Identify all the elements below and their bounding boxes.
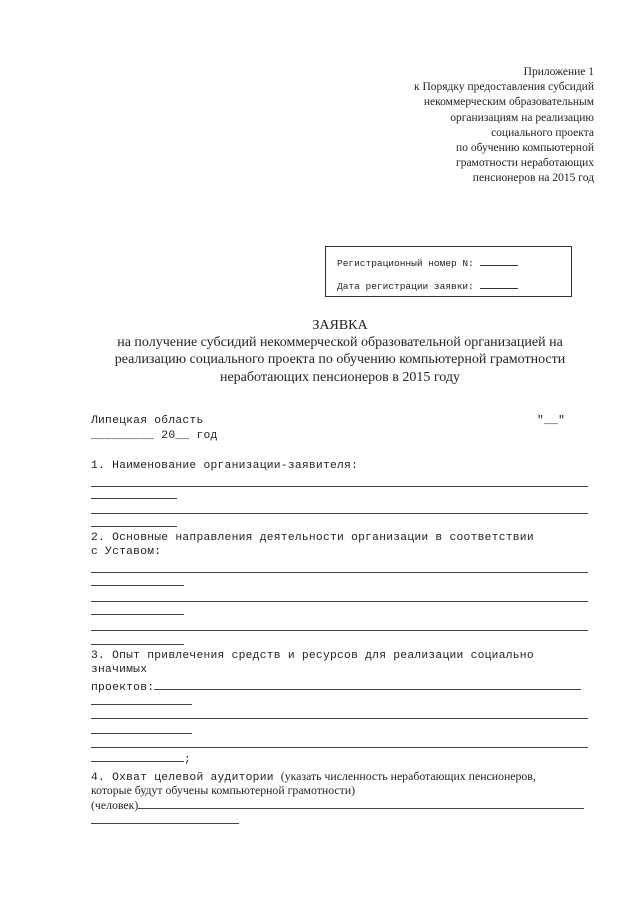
registration-date-field[interactable] <box>480 279 518 289</box>
answer-line-short[interactable] <box>91 614 184 615</box>
registration-date-row <box>337 279 518 292</box>
appendix-line: по обучению компьютерной <box>456 142 594 155</box>
appendix-line: к Порядку предоставления субсидий <box>414 81 594 94</box>
answer-line[interactable] <box>91 601 588 602</box>
date-field[interactable]: _________ 20__ год <box>91 430 218 442</box>
registration-number-label: Регистрационный номер N: <box>337 258 474 269</box>
answer-line-inline[interactable] <box>154 679 581 690</box>
section-4-rest: (указать численность неработающих пенсионеров, <box>280 769 536 783</box>
answer-line[interactable] <box>91 513 588 514</box>
section-4-count-row <box>91 798 584 813</box>
section-3-label-cont: значимых <box>91 664 148 676</box>
answer-line[interactable] <box>91 572 588 573</box>
appendix-line: Приложение 1 <box>523 66 594 78</box>
registration-box <box>325 246 572 297</box>
answer-line[interactable] <box>91 630 588 631</box>
region-label: Липецкая область <box>91 415 204 427</box>
section-3-terminator: ; <box>184 754 192 766</box>
answer-line-short[interactable] <box>91 823 239 824</box>
section-3-projects-label: проектов: <box>91 682 155 694</box>
answer-line-short[interactable] <box>91 751 184 762</box>
appendix-line: пенсионеров на 2015 год <box>472 172 594 185</box>
appendix-line: социального проекта <box>491 126 594 139</box>
section-4-prefix: 4. Охват целевой аудитории <box>91 772 274 784</box>
day-field[interactable]: "__" <box>537 415 566 427</box>
answer-line[interactable] <box>91 718 588 719</box>
answer-line-short[interactable] <box>91 585 184 586</box>
registration-date-label: Дата регистрации заявки: <box>337 281 474 292</box>
answer-line-short[interactable] <box>91 704 192 705</box>
answer-line[interactable] <box>91 747 588 748</box>
answer-line-inline[interactable] <box>138 798 584 809</box>
appendix-line: организациям на реализацию <box>450 111 594 124</box>
title-line: реализацию социального проекта по обучению компьютерной грамотности <box>114 352 566 367</box>
section-4-label-cont: которые будут обучены компьютерной грамотности) <box>91 783 356 797</box>
section-2-label: 2. Основные направления деятельности организации в соответствии <box>91 532 534 544</box>
section-1-label: 1. Наименование организации-заявителя: <box>91 460 359 472</box>
registration-number-row <box>337 256 518 269</box>
section-4-label <box>91 769 536 784</box>
section-3-label-cont <box>91 679 581 694</box>
answer-line-short[interactable] <box>91 498 177 499</box>
appendix-line: грамотности неработающих <box>455 157 594 170</box>
title-line: неработающих пенсионеров в 2015 году <box>219 370 461 385</box>
document-heading: ЗАЯВКА <box>312 318 368 333</box>
answer-line[interactable] <box>91 486 588 487</box>
answer-line-short[interactable] <box>91 644 184 645</box>
answer-line-short[interactable] <box>91 526 177 527</box>
section-2-label-cont: с Уставом: <box>91 546 162 558</box>
section-4-count-label: (человек) <box>91 798 139 812</box>
title-line: на получение субсидий некоммерческой образовательной организацией на <box>117 335 563 350</box>
answer-line-short[interactable] <box>91 733 192 734</box>
appendix-block <box>414 65 594 187</box>
section-3-label: 3. Опыт привлечения средств и ресурсов для реализации социально <box>91 650 534 662</box>
appendix-line: некоммерческим образовательным <box>423 96 594 109</box>
section-3-last-row <box>91 751 191 766</box>
registration-number-field[interactable] <box>480 256 518 266</box>
